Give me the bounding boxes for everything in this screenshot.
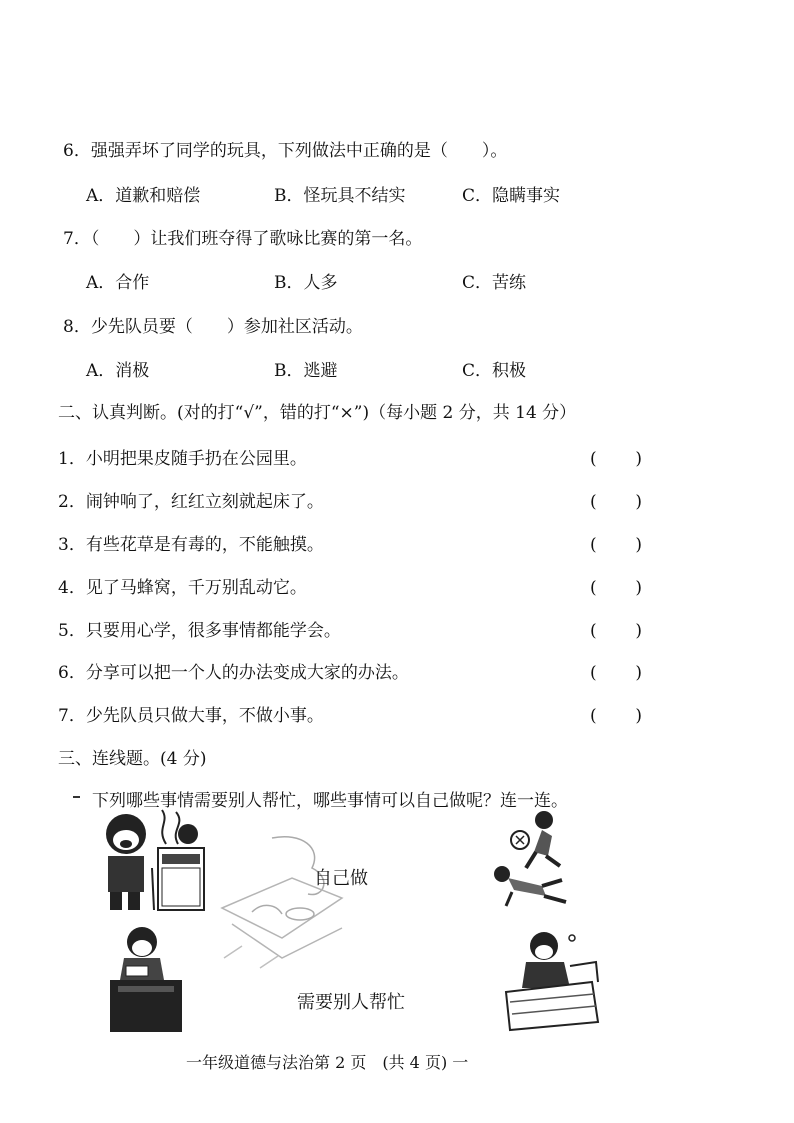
option-b: B．怪玩具不结实	[274, 186, 406, 206]
paren-close: )	[635, 663, 642, 683]
child-packing-bag-illustration	[500, 926, 602, 1032]
paren-close: )	[635, 492, 642, 512]
option-b: B．人多	[274, 273, 338, 293]
judgement-item: 6．分享可以把一个人的办法变成大家的办法。	[58, 663, 409, 683]
bullet-mark	[73, 796, 80, 798]
label-need-help: 需要别人帮忙	[297, 992, 405, 1013]
paren-open: (	[590, 706, 597, 726]
judgement-item: 1．小明把果皮随手扔在公园里。	[58, 449, 307, 469]
option-b: B．逃避	[274, 361, 338, 381]
judgement-item: 2．闹钟响了，红红立刻就起床了。	[58, 492, 324, 512]
question-stem: 6．强强弄坏了同学的玩具，下列做法中正确的是（ ）。	[63, 141, 508, 161]
answer-blank	[590, 448, 642, 470]
section-2-heading: 二、认真判断。(对的打“√”，错的打“×”)（每小题 2 分，共 14 分）	[58, 403, 577, 423]
crying-child-illustration	[96, 808, 216, 914]
question-stem: 8．少先队员要（ ）参加社区活动。	[63, 317, 363, 337]
paren-open: (	[590, 621, 597, 641]
question-stem: 7．（ ）让我们班夺得了歌咏比赛的第一名。	[63, 229, 423, 249]
paren-open: (	[590, 663, 597, 683]
answer-blank	[590, 577, 642, 599]
paren-close: )	[635, 578, 642, 598]
section-3-instruction: 下列哪些事情需要别人帮忙，哪些事情可以自己做呢？连一连。	[92, 791, 568, 811]
judgement-item: 5．只要用心学，很多事情都能学会。	[58, 621, 341, 641]
paren-close: )	[635, 449, 642, 469]
option-a: A．消极	[86, 361, 150, 381]
children-playing-ball-illustration	[486, 806, 578, 910]
answer-blank	[590, 534, 642, 556]
section-3-heading: 三、连线题。(4 分)	[58, 749, 207, 769]
paren-open: (	[590, 578, 597, 598]
paren-open: (	[590, 535, 597, 555]
paren-close: )	[635, 621, 642, 641]
answer-blank	[590, 620, 642, 642]
option-c: C．积极	[462, 361, 527, 381]
paren-close: )	[635, 706, 642, 726]
label-self-do: 自己做	[314, 868, 368, 889]
paren-open: (	[590, 492, 597, 512]
judgement-item: 4．见了马蜂窝，千万别乱动它。	[58, 578, 307, 598]
answer-blank	[590, 491, 642, 513]
paren-open: (	[590, 449, 597, 469]
option-c: C．苦练	[462, 273, 527, 293]
child-writing-illustration	[106, 922, 186, 1034]
paren-close: )	[635, 535, 642, 555]
judgement-item: 3．有些花草是有毒的，不能触摸。	[58, 535, 324, 555]
faint-sketch-illustration	[212, 828, 352, 978]
answer-blank	[590, 705, 642, 727]
answer-blank	[590, 662, 642, 684]
option-a: A．道歉和赔偿	[86, 186, 201, 206]
option-a: A．合作	[86, 273, 150, 293]
page-footer: 一年级道德与法治第 2 页 (共 4 页) 一	[186, 1053, 469, 1072]
judgement-item: 7．少先队员只做大事，不做小事。	[58, 706, 324, 726]
option-c: C．隐瞒事实	[462, 186, 561, 206]
